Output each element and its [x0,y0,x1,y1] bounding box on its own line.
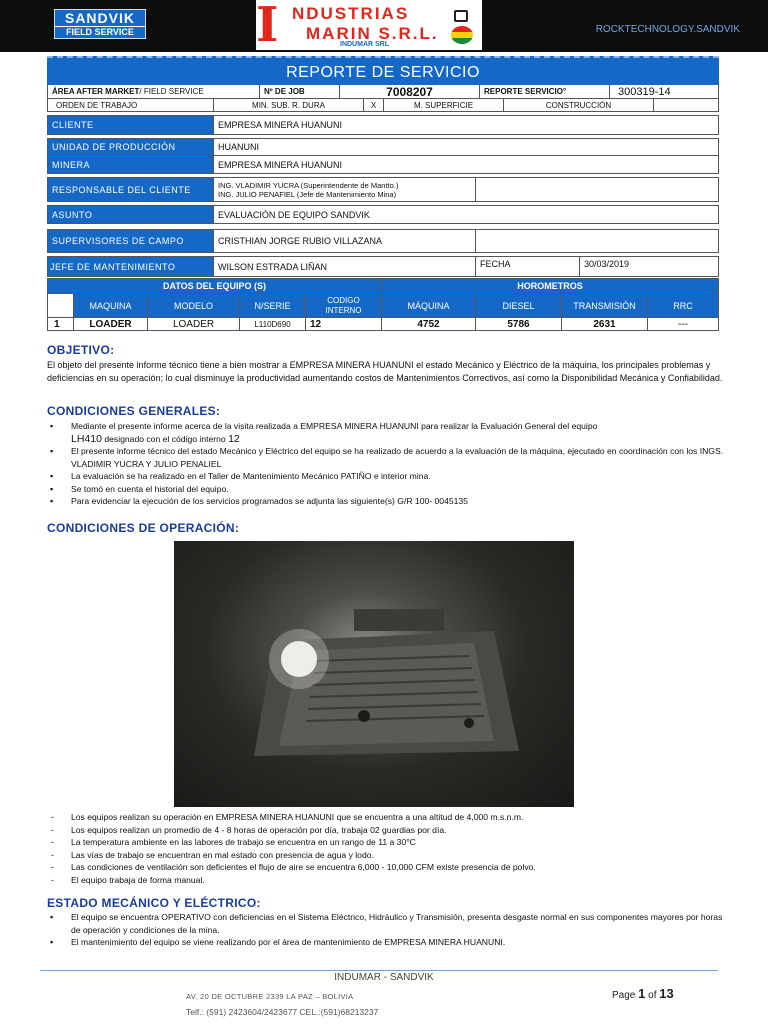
unidad-value: HUANUNI [218,142,260,152]
cell-codigo: 12 [306,318,382,330]
industrias-marin-logo [256,0,482,53]
condiciones-generales-heading: CONDICIONES GENERALES: [47,404,221,418]
col-codigo: CODIGO INTERNO [306,294,382,317]
equipment-data-row [47,318,719,331]
fecha-label: FECHA [476,257,580,276]
job-value: 7008207 [340,85,480,98]
type-row [47,99,719,112]
asunto-value: EVALUACIÓN DE EQUIPO SANDVIK [218,209,370,220]
sandvik-logo-text: SANDVIK [64,10,135,26]
cell-index: 1 [48,318,74,330]
page-number [612,986,674,1001]
cell-h-maquina: 4752 [382,318,476,330]
list-item: ▪ Se tomó en cuenta el historial del equipo. [47,483,727,496]
asunto-row [47,205,719,224]
x-mark: X [364,99,384,111]
estado-list [47,911,727,949]
minera-value: EMPRESA MINERA HUANUNI [218,159,343,170]
objetivo-text: El objeto del presente informe técnico tiene a bien mostrar a EMPRESA MINERA HUANUNI el estado Mecánico y Eléctrico de la máquina, los principales problemas y deficiencias en su operación; lo cual disminuye la productividad aumentando costos de Mantenimientos Correctivos, así como la Disponibilidad Mecánica y Confiabilidad. [47,360,723,383]
area-bold: ÁREA AFTER MARKET [52,87,140,96]
cell-modelo: LOADER [148,318,240,330]
logo-line3: INDUMAR SRL [340,41,389,48]
equipment-cols-row [47,294,719,318]
condiciones-generales-list [47,420,727,508]
cell-serie: L110D690 [240,318,306,330]
jefe-label: JEFE DE MANTENIMIENTO [48,257,214,276]
list-item: ▪ El mantenimiento del equipo se viene realizando por el área de mantenimiento de EMPRESA MINERA HUANUNI. [47,936,727,949]
area-cell [48,85,260,98]
supervisores-extra [476,230,718,252]
loader-vehicle-icon [244,601,534,761]
list-item: - El equipo trabaja de forma manual. [47,874,727,887]
report-form [47,56,719,331]
cell-maquina: LOADER [74,318,148,330]
job-label: Nº DE JOB [260,85,340,98]
field-service-text: FIELD SERVICE [55,26,145,38]
jefe-value: WILSON ESTRADA LIÑAN [214,257,476,276]
m-superficie-label: M. SUPERFICIE [384,99,504,111]
minera-row [47,156,719,174]
cell-diesel: 5786 [476,318,562,330]
supervisores-row [47,229,719,253]
rocktechnology-text: ROCKTECHNOLOGY.SANDVIK [595,24,740,35]
report-title: REPORTE DE SERVICIO [47,56,719,85]
cg-b1a: Mediante el presente informe acerca de la visita realizada a EMPRESA MINERA HUANUNI para realizar la Evaluación General del equipo [71,421,598,431]
col-rrc: RRC [648,294,718,317]
cg-code: 12 [228,432,240,445]
col-index [48,294,74,317]
estado-heading: ESTADO MECÁNICO Y ELÉCTRICO: [47,896,261,910]
list-item: - Los equipos realizan un promedio de 4 - 8 horas de operación por día, trabaja 02 guardias por día. [47,824,727,837]
logo-line2: MARIN S.R.L. [306,24,439,43]
responsable-value [214,178,476,201]
footer-divider [40,970,718,971]
construccion-check [654,99,718,111]
col-h-maquina: MÁQUINA [382,294,476,317]
unidad-row [47,138,719,156]
area-row [47,85,719,99]
list-item: - Las vías de trabajo se encuentran en mal estado con presencia de agua y lodo. [47,849,727,862]
report-service-label: REPORTE SERVICIO° [480,85,610,98]
col-maquina: MAQUINA [74,294,148,317]
horometros-head: HOROMETROS [382,279,718,293]
condiciones-operacion-heading: CONDICIONES DE OPERACIÓN: [47,521,240,535]
responsable-line2: ING. JULIO PENAFIEL (Jefe de Mantenimiento Mina) [218,189,397,199]
cliente-label: CLIENTE [48,116,214,134]
loader-photo [174,541,574,807]
sandvik-logo [54,9,146,39]
col-serie: N/SERIE [240,294,306,317]
list-item: ▪ Para evidenciar la ejecución de los servicios programados se adjunta las siguiente(s) G/R 100- 0045135 [47,495,727,508]
list-item: - Las condiciones de ventilación son deficientes el flujo de aire se encuentra 6,000 - 10,000 CFM existe presencia de polvo. [47,861,727,874]
logo-line1: NDUSTRIAS [292,4,410,23]
list-item: - La temperatura ambiente en las labores de trabajo se encuentra en un rango de 11 a 30°C [47,836,727,849]
area-rest: / FIELD SERVICE [139,87,204,96]
footer-address: AV. 20 DE OCTUBRE 2339 LA PAZ – BOLIVIA [186,992,354,1001]
cg-b1b: designado con el código interno [101,433,229,444]
header-bar [0,0,768,52]
emblem-icon [454,10,468,22]
responsable-extra [476,178,718,201]
min-sub-label: MIN. SUB. R. DURA [214,99,364,111]
condiciones-operacion-list [47,811,727,886]
cell-rrc: --- [678,318,688,330]
fecha-value: 30/03/2019 [584,259,630,269]
page-total: 13 [659,986,674,1001]
responsable-row [47,177,719,202]
report-service-value: 300319-14 [618,85,671,98]
page-of: of [648,990,657,1001]
cg-model: LH410 [71,432,102,445]
list-item: ▪ El equipo se encuentra OPERATIVO con deficiencias en el Sistema Eléctrico, Hidráulico y Transmisión, presenta desgaste normal en sus componentes mayores por horas de operación y condiciones de la mina. [47,911,727,936]
unidad-label: UNIDAD DE PRODUCCIÓN [48,139,214,155]
col-diesel: DIESEL [476,294,562,317]
cliente-value: EMPRESA MINERA HUANUNI [218,120,343,130]
logo-initial: I [256,0,279,53]
minera-label: MINERA [48,156,214,173]
equipment-head-row [47,278,719,294]
datos-equipo-head: DATOS DEL EQUIPO (S) [48,279,382,293]
col-modelo: MODELO [148,294,240,317]
list-item [47,420,727,445]
list-item: - Los equipos realizan su operación en EMPRESA MINERA HUANUNI que se encuentra a una altitud de 4,000 m.s.n.m. [47,811,727,824]
asunto-label: ASUNTO [48,206,214,223]
construccion-label: CONSTRUCCIÓN [504,99,654,111]
list-item: ▪ La evaluación se ha realizado en el Taller de Mantenimiento Mecánico PATIÑO e interior mina. [47,470,727,483]
footer-company: INDUMAR - SANDVIK [334,972,434,983]
col-transmision: TRANSMISIÓN [562,294,648,317]
responsable-line1: ING. VLADIMIR YUCRA (Superintendente de Mantto.) [218,180,399,190]
supervisores-value: CRISTHIAN JORGE RUBIO VILLAZANA [214,230,476,252]
page-label: Page [612,990,636,1001]
supervisores-label: SUPERVISORES DE CAMPO [48,230,214,252]
responsable-label: RESPONSABLE DEL CLIENTE [48,178,214,201]
bolivia-flag-icon [451,26,473,44]
list-item: ▪ El presente informe técnico del estado Mecánico y Eléctrico del equipo se ha realizado de acuerdo a la evaluación de la máquina, ejecutado en coordinación con los INGS. VLADIMIR YUCRA Y JULIO PENALIEL [47,445,727,470]
jefe-row [47,256,719,277]
orden-trabajo: ORDEN DE TRABAJO [48,99,214,111]
cliente-row [47,115,719,135]
page-current: 1 [638,986,646,1001]
objetivo-heading: OBJETIVO: [47,343,115,357]
cell-transmision: 2631 [562,318,648,330]
footer-telephone: Telf.: (591) 2423604/2423677 CEL.:(591)68213237 [186,1007,379,1017]
